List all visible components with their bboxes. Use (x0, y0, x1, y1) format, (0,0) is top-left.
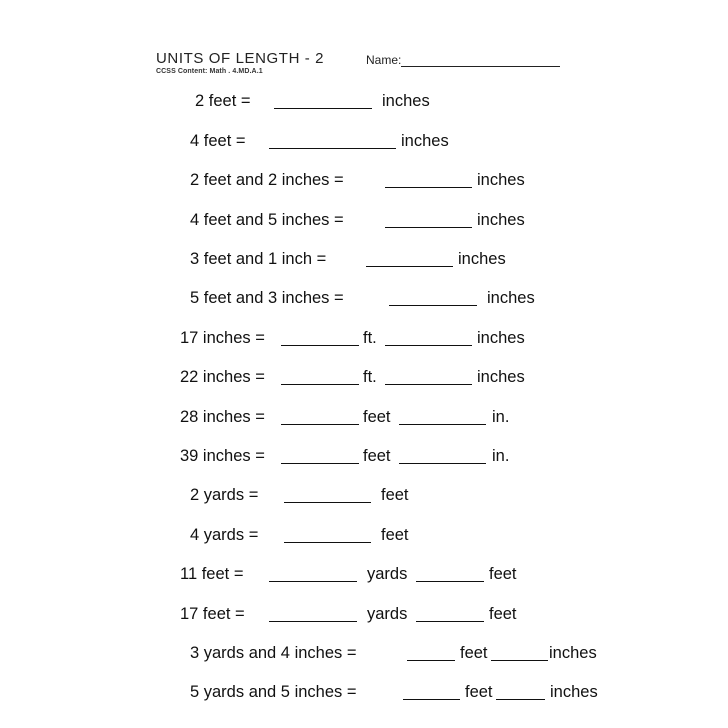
problem-prompt: 2 feet = (195, 92, 251, 110)
answer-blank[interactable] (385, 227, 472, 228)
unit-label: feet (489, 605, 517, 623)
problem-prompt: 4 feet = (190, 132, 246, 150)
unit-label: ft. (363, 368, 377, 386)
unit-label: feet (489, 565, 517, 583)
problem-prompt: 17 inches = (180, 329, 265, 347)
unit-label: inches (458, 250, 506, 268)
problem-row (0, 366, 728, 388)
answer-blank[interactable] (403, 699, 460, 700)
problem-row (0, 642, 728, 664)
name-answer-line[interactable] (401, 66, 560, 67)
unit-label: inches (477, 329, 525, 347)
problem-prompt: 5 feet and 3 inches = (190, 289, 344, 307)
unit-label: in. (492, 408, 510, 426)
unit-label: feet (381, 486, 409, 504)
problem-row (0, 287, 728, 309)
unit-label: feet (465, 683, 493, 701)
problem-prompt: 4 feet and 5 inches = (190, 211, 344, 229)
problem-prompt: 28 inches = (180, 408, 265, 426)
answer-blank[interactable] (269, 581, 357, 582)
problem-row (0, 406, 728, 428)
answer-blank[interactable] (274, 108, 372, 109)
unit-label: feet (363, 447, 391, 465)
answer-blank[interactable] (416, 621, 484, 622)
unit-label: in. (492, 447, 510, 465)
problem-prompt: 3 feet and 1 inch = (190, 250, 327, 268)
unit-label: yards (367, 605, 408, 623)
problem-row (0, 130, 728, 152)
answer-blank[interactable] (366, 266, 453, 267)
problem-row (0, 209, 728, 231)
answer-blank[interactable] (389, 305, 477, 306)
problem-prompt: 22 inches = (180, 368, 265, 386)
problem-prompt: 11 feet = (180, 565, 244, 583)
unit-label: feet (363, 408, 391, 426)
unit-label: inches (401, 132, 449, 150)
unit-label: inches (487, 289, 535, 307)
problem-prompt: 2 feet and 2 inches = (190, 171, 344, 189)
answer-blank[interactable] (491, 660, 548, 661)
unit-label: inches (382, 92, 430, 110)
answer-blank[interactable] (269, 148, 396, 149)
answer-blank[interactable] (281, 424, 359, 425)
worksheet-title: UNITS OF LENGTH - 2 (156, 50, 325, 67)
answer-blank[interactable] (385, 345, 472, 346)
answer-blank[interactable] (385, 187, 472, 188)
problem-row (0, 563, 728, 585)
unit-label: inches (477, 171, 525, 189)
answer-blank[interactable] (269, 621, 357, 622)
name-label: Name: (366, 53, 402, 67)
unit-label: inches (477, 211, 525, 229)
unit-label: feet (381, 526, 409, 544)
unit-label: inches (549, 644, 597, 662)
problem-row (0, 681, 728, 703)
problem-prompt: 4 yards = (190, 526, 259, 544)
answer-blank[interactable] (407, 660, 455, 661)
unit-label: inches (550, 683, 598, 701)
problem-row (0, 248, 728, 270)
answer-blank[interactable] (284, 542, 371, 543)
answer-blank[interactable] (281, 384, 359, 385)
problem-row (0, 603, 728, 625)
problem-row (0, 327, 728, 349)
problem-row (0, 445, 728, 467)
unit-label: ft. (363, 329, 377, 347)
problem-prompt: 17 feet = (180, 605, 245, 623)
unit-label: feet (460, 644, 488, 662)
problem-prompt: 39 inches = (180, 447, 265, 465)
unit-label: inches (477, 368, 525, 386)
answer-blank[interactable] (281, 463, 359, 464)
answer-blank[interactable] (281, 345, 359, 346)
unit-label: yards (367, 565, 408, 583)
problem-row (0, 90, 728, 112)
standard-reference: CCSS Content: Math . 4.MD.A.1 (156, 68, 263, 75)
answer-blank[interactable] (496, 699, 545, 700)
problem-row (0, 524, 728, 546)
answer-blank[interactable] (399, 424, 486, 425)
answer-blank[interactable] (416, 581, 484, 582)
problem-row (0, 169, 728, 191)
problem-prompt: 5 yards and 5 inches = (190, 683, 357, 701)
problem-prompt: 2 yards = (190, 486, 259, 504)
problem-prompt: 3 yards and 4 inches = (190, 644, 357, 662)
problem-row (0, 484, 728, 506)
answer-blank[interactable] (399, 463, 486, 464)
answer-blank[interactable] (385, 384, 472, 385)
answer-blank[interactable] (284, 502, 371, 503)
